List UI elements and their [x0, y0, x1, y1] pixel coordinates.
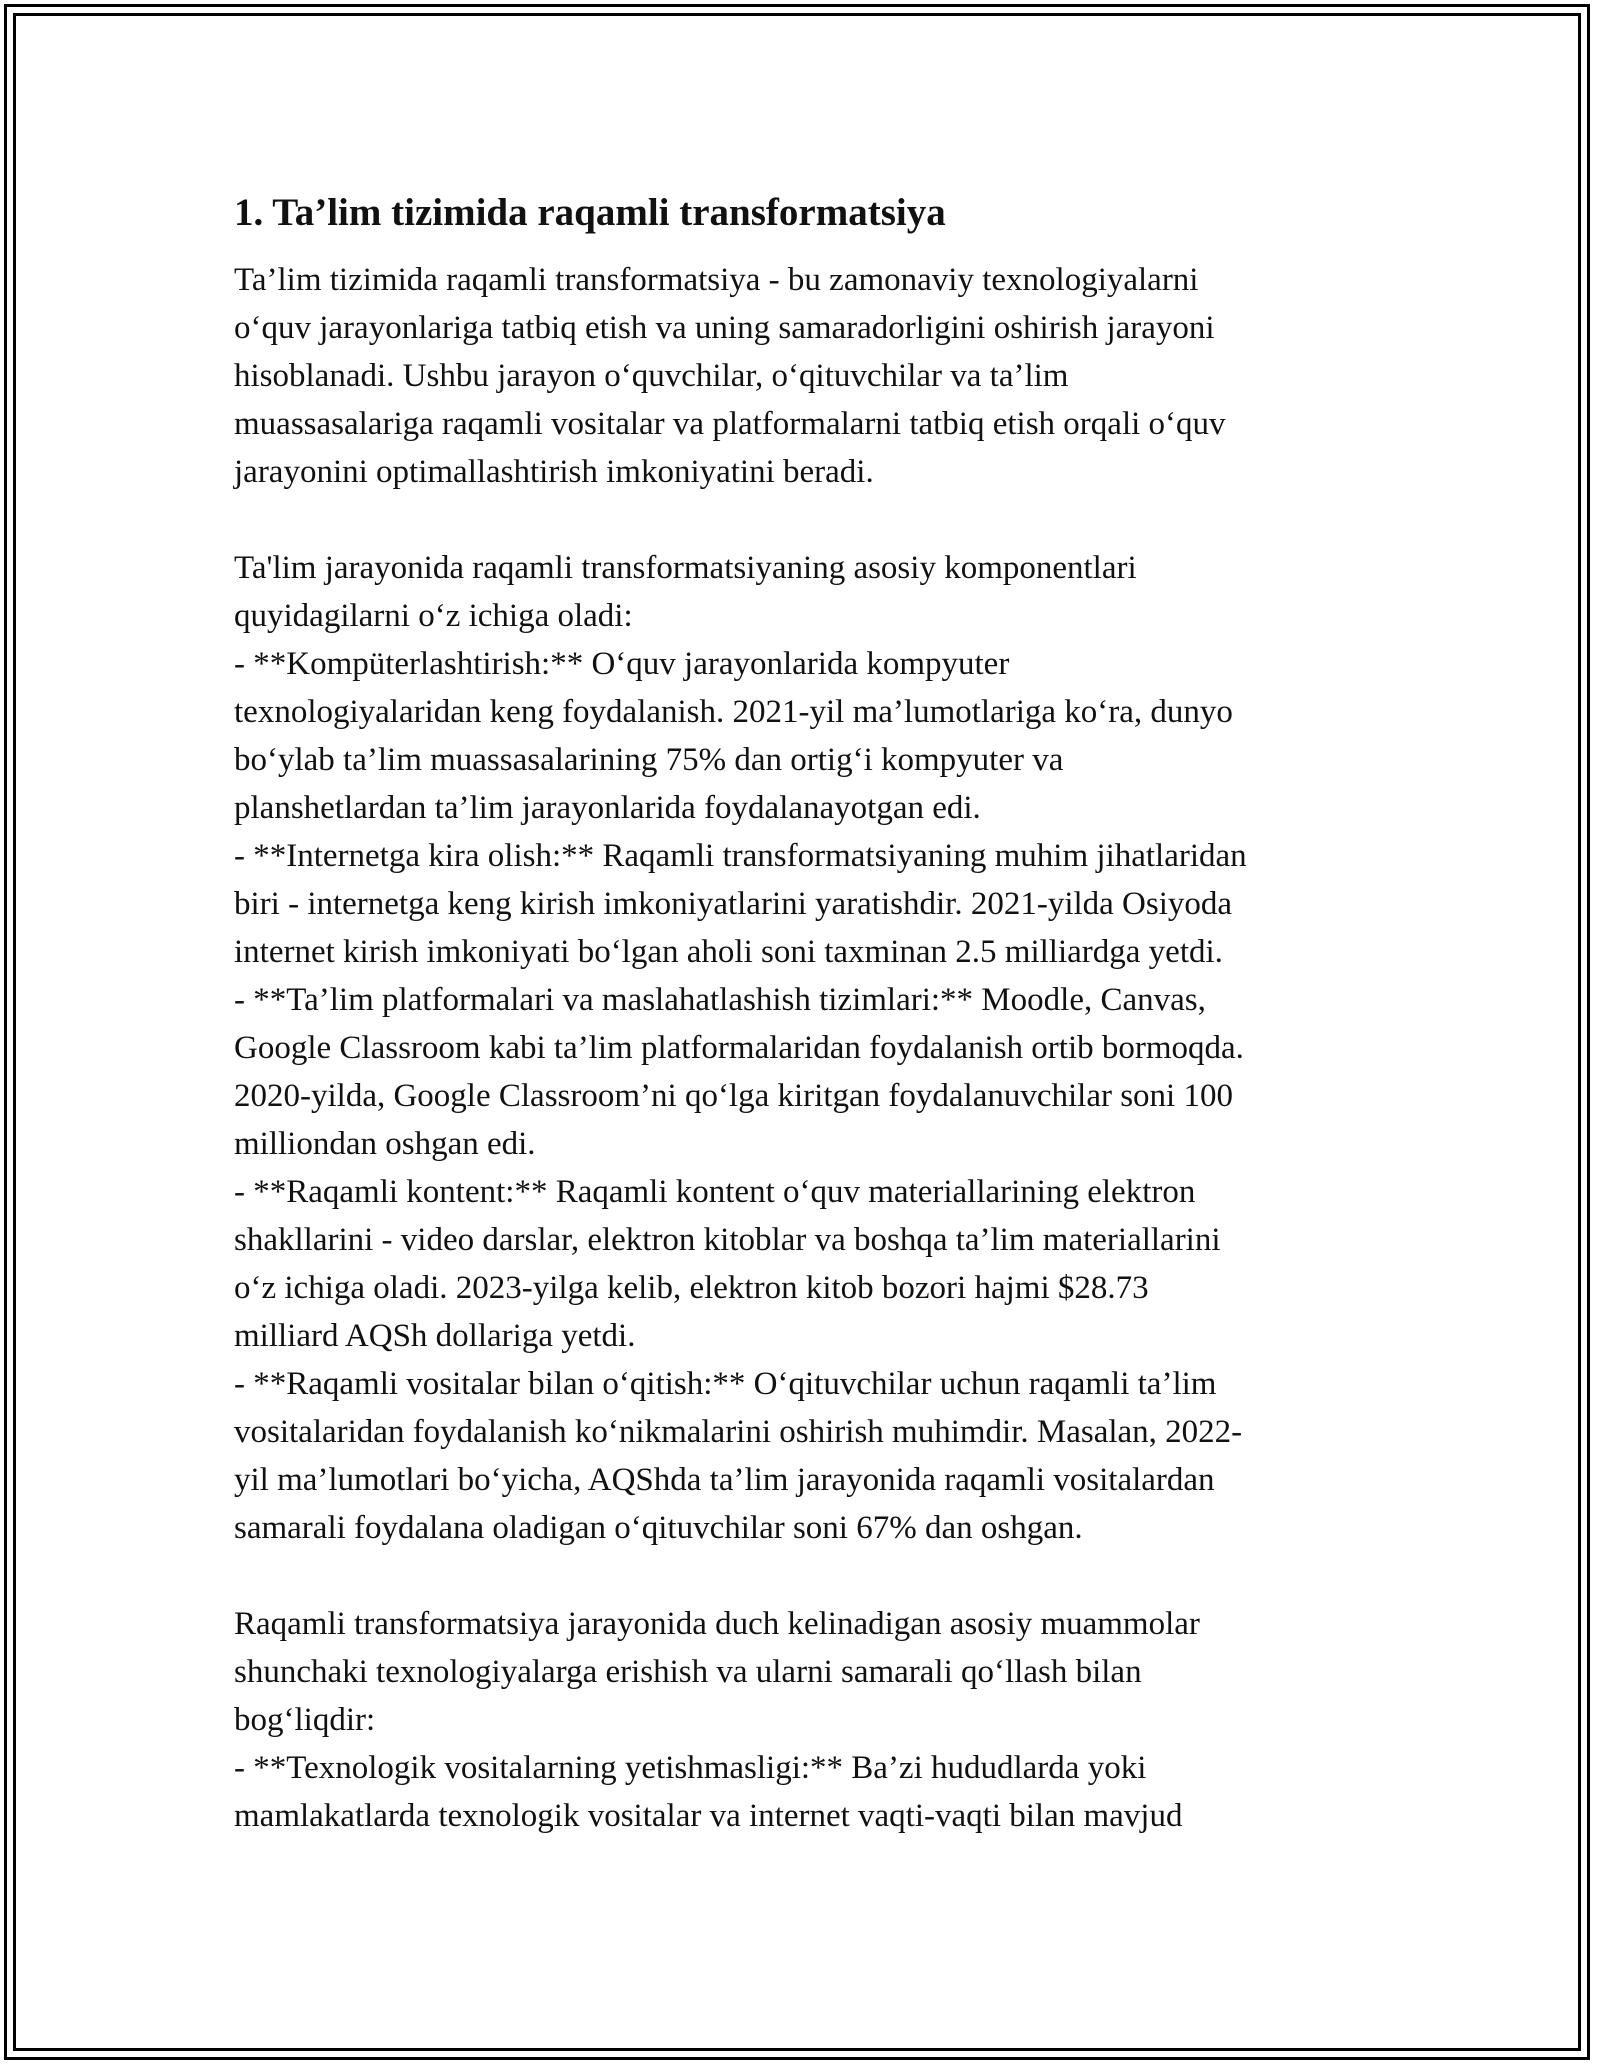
paragraph-gap [234, 496, 1374, 544]
document-body [234, 188, 1374, 1840]
paragraph-intro [234, 256, 1374, 496]
text-line: vositalaridan foydalanish ko‘nikmalarini oshirish muhimdir. Masalan, 2022- [234, 1414, 1243, 1450]
text-line: mamlakatlarda texnologik vositalar va internet vaqti-vaqti bilan mavjud [234, 1798, 1183, 1834]
text-line: - **Texnologik vositalarning yetishmasligi:** Ba’zi hududlarda yoki [234, 1750, 1147, 1786]
text-line: shakllarini - video darslar, elektron kitoblar va boshqa ta’lim materiallarini [234, 1222, 1221, 1258]
text-line: Ta'lim jarayonida raqamli transformatsiyaning asosiy komponentlari [234, 550, 1137, 586]
text-line: Raqamli transformatsiya jarayonida duch kelinadigan asosiy muammolar [234, 1606, 1200, 1642]
text-line: o‘quv jarayonlariga tatbiq etish va uning samaradorligini oshirish jarayoni [234, 310, 1215, 346]
text-line: jarayonini optimallashtirish imkoniyatini beradi. [234, 454, 874, 490]
text-line: milliondan oshgan edi. [234, 1126, 536, 1162]
text-line: samarali foydalana oladigan o‘qituvchilar soni 67% dan oshgan. [234, 1510, 1083, 1546]
text-line: Google Classroom kabi ta’lim platformalaridan foydalanish ortib bormoqda. [234, 1030, 1244, 1066]
text-line: - **Raqamli vositalar bilan o‘qitish:** O‘qituvchilar uchun raqamli ta’lim [234, 1366, 1217, 1402]
text-line: muassasalariga raqamli vositalar va platformalarni tatbiq etish orqali o‘quv [234, 406, 1226, 442]
text-line: o‘z ichiga oladi. 2023-yilga kelib, elektron kitob bozori hajmi $28.73 [234, 1270, 1149, 1306]
text-line: bog‘liqdir: [234, 1702, 376, 1738]
text-line: - **Internetga kira olish:** Raqamli transformatsiyaning muhim jihatlaridan [234, 838, 1247, 874]
text-line: texnologiyalaridan keng foydalanish. 2021-yil ma’lumotlariga ko‘ra, dunyo [234, 694, 1233, 730]
text-line: quyidagilarni o‘z ichiga oladi: [234, 598, 633, 634]
text-line: - **Ta’lim platformalari va maslahatlashish tizimlari:** Moodle, Canvas, [234, 982, 1206, 1018]
text-line: shunchaki texnologiyalarga erishish va ularni samarali qo‘llash bilan [234, 1654, 1142, 1690]
text-line: milliard AQSh dollariga yetdi. [234, 1318, 636, 1354]
text-line: planshetlardan ta’lim jarayonlarida foydalanayotgan edi. [234, 790, 981, 826]
text-line: Ta’lim tizimida raqamli transformatsiya - bu zamonaviy texnologiyalarni [234, 262, 1199, 298]
text-line: 2020-yilda, Google Classroom’ni qo‘lga kiritgan foydalanuvchilar soni 100 [234, 1078, 1233, 1114]
section-heading: 1. Ta’lim tizimida raqamli transformatsiya [234, 191, 946, 234]
text-line: biri - internetga keng kirish imkoniyatlarini yaratishdir. 2021-yilda Osiyoda [234, 886, 1233, 922]
text-line: bo‘ylab ta’lim muassasalarining 75% dan ortig‘i kompyuter va [234, 742, 1064, 778]
text-line: yil ma’lumotlari bo‘yicha, AQShda ta’lim jarayonida raqamli vositalardan [234, 1462, 1215, 1498]
text-line: - **Raqamli kontent:** Raqamli kontent o‘quv materiallarining elektron [234, 1174, 1196, 1210]
text-line: - **Kompüterlashtirish:** O‘quv jarayonlarida kompyuter [234, 646, 1010, 682]
paragraph-gap [234, 1552, 1374, 1600]
text-line: hisoblanadi. Ushbu jarayon o‘quvchilar, o‘qituvchilar va ta’lim [234, 358, 1069, 394]
text-line: internet kirish imkoniyati bo‘lgan aholi soni taxminan 2.5 milliardga yetdi. [234, 934, 1223, 970]
paragraph-components [234, 544, 1374, 1552]
paragraph-challenges [234, 1600, 1374, 1840]
